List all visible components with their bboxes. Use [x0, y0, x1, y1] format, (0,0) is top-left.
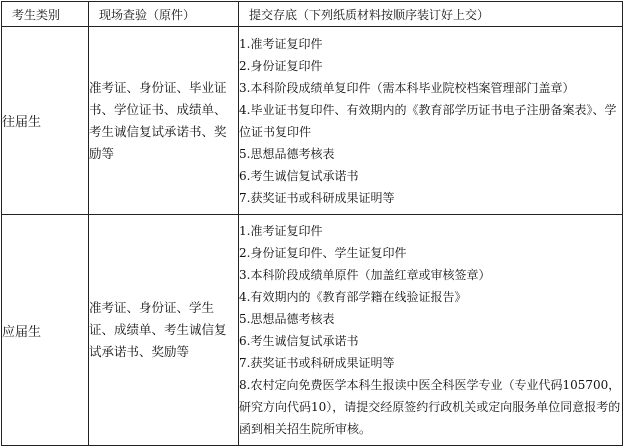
list-item: 5.思想品德考核表 — [239, 146, 335, 161]
list-item: 4.毕业证书复印件、有效期内的《教育部学历证书电子注册备案表》、学位证书复印件 — [239, 102, 617, 139]
list-item: 3.本科阶段成绩单原件（加盖红章或审核签章） — [239, 268, 491, 282]
header-category: 考生类别 — [2, 2, 89, 27]
list-item: 2.身份证复印件 — [239, 58, 323, 73]
list-item: 6.考生诚信复试承诺书 — [239, 168, 359, 183]
list-item: 1.准考证复印件 — [239, 224, 323, 238]
admission-materials-table — [1, 1, 623, 446]
list-item: 5.思想品德考核表 — [239, 312, 335, 326]
header-onsite-check: 现场查验（原件） — [89, 2, 239, 27]
list-item: 7.获奖证书或科研成果证明等 — [239, 356, 395, 370]
onsite-check-cell: 准考证、身份证、毕业证书、学位证书、成绩单、考生诚信复试承诺书、奖励等 — [89, 27, 239, 215]
category-cell: 应届生 — [2, 215, 89, 446]
list-item: 6.考生诚信复试承诺书 — [239, 334, 359, 348]
onsite-check-cell: 准考证、身份证、学生证、成绩单、考生诚信复试承诺书、奖励等 — [89, 215, 239, 446]
list-item: 1.准考证复印件 — [239, 36, 323, 51]
list-item: 3.本科阶段成绩单复印件（需本科毕业院校档案管理部门盖章） — [239, 80, 575, 95]
table-row-current-graduates — [2, 215, 623, 446]
materials-list — [239, 215, 623, 446]
list-item: 8.农村定向免费医学本科生报读中医全科医学专业（专业代码105700，研究方向代码10），请提交经原签约行政机关或定向服务单位同意报考的函到相关招生院所审核。 — [239, 378, 621, 436]
materials-list — [239, 27, 623, 215]
header-row — [2, 2, 623, 27]
list-item: 7.获奖证书或科研成果证明等 — [239, 190, 395, 205]
category-cell: 往届生 — [2, 27, 89, 215]
list-item: 4.有效期内的《教育部学籍在线验证报告》 — [239, 290, 467, 304]
table-row-past-graduates — [2, 27, 623, 215]
list-item: 2.身份证复印件、学生证复印件 — [239, 246, 407, 260]
header-submit-materials: 提交存底（下列纸质材料按顺序装订好上交） — [239, 2, 623, 27]
